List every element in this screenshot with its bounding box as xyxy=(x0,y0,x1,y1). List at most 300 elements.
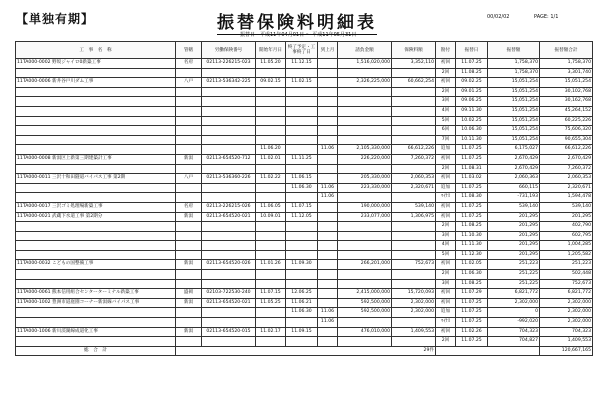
cell-end xyxy=(286,193,318,203)
cell-end: 11.02.15 xyxy=(286,78,318,88)
report-type-badge: 【単独有期】 xyxy=(16,12,95,26)
table-row xyxy=(16,327,593,337)
cell-date: 09.06.25 xyxy=(456,97,488,107)
cell-end xyxy=(286,106,318,116)
cell-total: 402,790 xyxy=(540,222,593,232)
cell-end xyxy=(286,126,318,136)
cell-total: 75,606,320 xyxy=(540,126,593,136)
cell-name xyxy=(16,87,176,97)
cell-pay: -731,193 xyxy=(488,193,540,203)
table-row xyxy=(16,164,593,174)
cell-kind: 初回 xyxy=(436,289,456,299)
cell-mon xyxy=(318,241,338,251)
cell-kan xyxy=(176,135,202,145)
cell-pay: 2,302,000 xyxy=(488,298,540,308)
cell-date: 11.06.30 xyxy=(456,270,488,280)
grand-total-label: 総 合 計 xyxy=(16,346,176,356)
cell-kind: 初回 xyxy=(436,78,456,88)
table-row xyxy=(16,308,593,318)
table-row xyxy=(16,202,593,212)
table-row xyxy=(16,337,593,347)
cell-mon xyxy=(318,260,338,270)
cell-no xyxy=(202,270,256,280)
cell-pay: -992,020 xyxy=(488,318,540,328)
cell-kind: 3回 xyxy=(436,279,456,289)
premium-detail-table xyxy=(15,41,593,356)
cell-start: 09.02.15 xyxy=(256,78,286,88)
cell-premium xyxy=(392,250,436,260)
cell-pay: 660,115 xyxy=(488,183,540,193)
column-header: 振替額合計 xyxy=(540,42,593,59)
column-header: 保険料額 xyxy=(392,42,436,59)
cell-pay: 201,295 xyxy=(488,250,540,260)
cell-premium xyxy=(392,337,436,347)
cell-pay: 201,295 xyxy=(488,231,540,241)
cell-name xyxy=(16,164,176,174)
cell-total: 6,821,772 xyxy=(540,289,593,299)
table-row xyxy=(16,183,593,193)
cell-mon xyxy=(318,78,338,88)
column-header: 管轄 xyxy=(176,42,202,59)
cell-amount: 205,330,000 xyxy=(338,174,392,184)
cell-kind: 5回 xyxy=(436,116,456,126)
cell-kind: 初回 xyxy=(436,202,456,212)
cell-date: 11.07.25 xyxy=(456,145,488,155)
cell-date: 10.06.30 xyxy=(456,126,488,136)
cell-amount xyxy=(338,164,392,174)
column-header: 工 事 名 称 xyxy=(16,42,176,59)
cell-total: 60,225,226 xyxy=(540,116,593,126)
cell-mon xyxy=(318,106,338,116)
cell-start: 11.02.01 xyxy=(256,154,286,164)
cell-kind: 7回 xyxy=(436,135,456,145)
cell-pay: 0 xyxy=(488,308,540,318)
cell-no: 02113-654520-712 xyxy=(202,154,256,164)
cell-end: 12.06.25 xyxy=(286,289,318,299)
cell-name xyxy=(16,145,176,155)
cell-premium xyxy=(392,164,436,174)
cell-premium xyxy=(392,97,436,107)
cell-mon xyxy=(318,337,338,347)
cell-kan xyxy=(176,193,202,203)
cell-premium: 60,662,254 xyxy=(392,78,436,88)
cell-mon xyxy=(318,289,338,299)
cell-start: 11.05.20 xyxy=(256,59,286,69)
cell-premium: 1,306,975 xyxy=(392,212,436,222)
cell-end xyxy=(286,270,318,280)
cell-amount: 2,105,330,000 xyxy=(338,145,392,155)
cell-no xyxy=(202,145,256,155)
cell-start xyxy=(256,270,286,280)
cell-premium xyxy=(392,126,436,136)
cell-total: 45,264,152 xyxy=(540,106,593,116)
cell-amount xyxy=(338,318,392,328)
cell-amount xyxy=(338,250,392,260)
cell-end xyxy=(286,164,318,174)
cell-name xyxy=(16,183,176,193)
cell-amount xyxy=(338,116,392,126)
cell-amount: 266,201,000 xyxy=(338,260,392,270)
cell-no xyxy=(202,97,256,107)
cell-kind: 初回 xyxy=(436,298,456,308)
cell-name: 11TA000-0006 新井谷戸川ダム工事 xyxy=(16,78,176,88)
cell-start: 11.06.05 xyxy=(256,202,286,212)
table-row xyxy=(16,126,593,136)
cell-kind: 初回 xyxy=(436,212,456,222)
cell-premium xyxy=(392,222,436,232)
cell-start: 11.07.15 xyxy=(256,289,286,299)
cell-kan xyxy=(176,145,202,155)
cell-amount: 223,330,000 xyxy=(338,183,392,193)
table-row xyxy=(16,78,593,88)
cell-premium: 66,612,226 xyxy=(392,145,436,155)
cell-total: 30,162,768 xyxy=(540,97,593,107)
cell-no: 02113-654520-026 xyxy=(202,260,256,270)
cell-date: 11.07.25 xyxy=(456,308,488,318)
cell-kind: 4回 xyxy=(436,241,456,251)
table-row xyxy=(16,174,593,184)
cell-pay: 15,051,254 xyxy=(488,87,540,97)
cell-kind: 初回 xyxy=(436,260,456,270)
cell-mon xyxy=(318,59,338,69)
cell-premium xyxy=(392,231,436,241)
cell-mon xyxy=(318,116,338,126)
cell-kan: 名府 xyxy=(176,59,202,69)
cell-kind: 5回 xyxy=(436,250,456,260)
cell-mon xyxy=(318,298,338,308)
table-row xyxy=(16,279,593,289)
cell-name xyxy=(16,318,176,328)
cell-start xyxy=(256,183,286,193)
cell-kind: 追加 xyxy=(436,145,456,155)
table-row xyxy=(16,250,593,260)
cell-kind: 6回 xyxy=(436,126,456,136)
cell-mon xyxy=(318,270,338,280)
cell-no xyxy=(202,250,256,260)
cell-amount xyxy=(338,106,392,116)
cell-name xyxy=(16,279,176,289)
cell-kan: 盛岡 xyxy=(176,289,202,299)
cell-no: 02113-536342-225 xyxy=(202,78,256,88)
cell-no: 02113-226215-026 xyxy=(202,202,256,212)
cell-mon xyxy=(318,174,338,184)
cell-no: 02113-654520-015 xyxy=(202,327,256,337)
cell-name: 11TA000-1006 新川渓湖線成道化工事 xyxy=(16,327,176,337)
cell-kind: 2回 xyxy=(436,222,456,232)
cell-no xyxy=(202,116,256,126)
cell-mon xyxy=(318,212,338,222)
cell-premium: 2,060,353 xyxy=(392,174,436,184)
cell-mon: 11.06 xyxy=(318,308,338,318)
cell-kind: 追加 xyxy=(436,308,456,318)
cell-pay: 6,821,772 xyxy=(488,289,540,299)
cell-start xyxy=(256,250,286,260)
cell-end: 11.12.15 xyxy=(286,59,318,69)
cell-name: 11TA000-0011 三沢十和田隧道バイパス工事 第2期 xyxy=(16,174,176,184)
column-header: 振替日 xyxy=(456,42,488,59)
cell-total: 2,302,000 xyxy=(540,298,593,308)
cell-no xyxy=(202,241,256,251)
cell-total: 251,223 xyxy=(540,260,593,270)
column-header: 請負金額 xyxy=(338,42,392,59)
cell-name xyxy=(16,250,176,260)
cell-no xyxy=(202,193,256,203)
cell-total: 1,004,285 xyxy=(540,241,593,251)
cell-pay: 2,060,363 xyxy=(488,174,540,184)
cell-end xyxy=(286,116,318,126)
cell-end xyxy=(286,241,318,251)
cell-start xyxy=(256,135,286,145)
cell-no xyxy=(202,231,256,241)
cell-mon: 11.06 xyxy=(318,193,338,203)
cell-total: 1,205,582 xyxy=(540,250,593,260)
cell-end xyxy=(286,279,318,289)
cell-amount xyxy=(338,241,392,251)
table-row xyxy=(16,212,593,222)
cell-amount: 1,516,020,000 xyxy=(338,59,392,69)
cell-kan xyxy=(176,183,202,193)
cell-end: 11.12.05 xyxy=(286,212,318,222)
cell-kan xyxy=(176,308,202,318)
cell-pay: 6,175,027 xyxy=(488,145,540,155)
table-row xyxy=(16,231,593,241)
table-row xyxy=(16,97,593,107)
cell-end: 11.09.15 xyxy=(286,327,318,337)
cell-kan: 八戸 xyxy=(176,174,202,184)
cell-start xyxy=(256,164,286,174)
cell-no xyxy=(202,135,256,145)
cell-mon xyxy=(318,154,338,164)
table-row xyxy=(16,87,593,97)
cell-kind: 初回 xyxy=(436,154,456,164)
cell-pay: 1,758,370 xyxy=(488,68,540,78)
cell-amount xyxy=(338,231,392,241)
cell-pay: 201,295 xyxy=(488,212,540,222)
cell-premium: 7,260,372 xyxy=(392,154,436,164)
cell-kan xyxy=(176,318,202,328)
cell-date: 11.08.31 xyxy=(456,164,488,174)
cell-amount: 226,220,000 xyxy=(338,154,392,164)
cell-total: 2,302,000 xyxy=(540,308,593,318)
cell-start xyxy=(256,231,286,241)
cell-total: 502,448 xyxy=(540,270,593,280)
cell-end xyxy=(286,337,318,347)
cell-amount: 190,000,000 xyxy=(338,202,392,212)
cell-end: 11.06.30 xyxy=(286,308,318,318)
cell-pay: 201,295 xyxy=(488,241,540,251)
cell-premium: 15,720,093 xyxy=(392,289,436,299)
cell-premium: 3,352,110 xyxy=(392,59,436,69)
cell-amount: 2,326,225,000 xyxy=(338,78,392,88)
cell-total: 2,320,671 xyxy=(540,183,593,193)
cell-amount xyxy=(338,87,392,97)
cell-name: 11TA000-0061 熊本信用組合センターターミナル新築工事 xyxy=(16,289,176,299)
page-indicator xyxy=(534,14,558,20)
cell-pay: 251,225 xyxy=(488,279,540,289)
cell-total: 539,140 xyxy=(540,202,593,212)
cell-mon xyxy=(318,202,338,212)
cell-total: 66,612,226 xyxy=(540,145,593,155)
cell-name xyxy=(16,337,176,347)
cell-mon xyxy=(318,164,338,174)
cell-pay: 1,758,370 xyxy=(488,59,540,69)
table-row xyxy=(16,145,593,155)
page-value: 1/1 xyxy=(550,14,559,20)
page-label: PAGE: xyxy=(534,14,549,20)
cell-end: 11.09.30 xyxy=(286,260,318,270)
cell-end xyxy=(286,318,318,328)
cell-date: 11.07.29 xyxy=(456,289,488,299)
cell-name xyxy=(16,308,176,318)
cell-start xyxy=(256,337,286,347)
cell-no xyxy=(202,126,256,136)
grand-total-row xyxy=(16,346,593,356)
cell-total: 2,060,353 xyxy=(540,174,593,184)
cell-start: 11.06.20 xyxy=(256,145,286,155)
cell-end: 11.06.30 xyxy=(286,183,318,193)
cell-start xyxy=(256,106,286,116)
cell-mon xyxy=(318,279,338,289)
cell-no xyxy=(202,222,256,232)
grand-total-amount: 120,667,165 xyxy=(540,346,593,356)
cell-name: 11TA000-1002 豊洲市道庭園コーナー新潟線バイパス工事 xyxy=(16,298,176,308)
cell-kan xyxy=(176,231,202,241)
table-row xyxy=(16,59,593,69)
cell-date: 11.12.30 xyxy=(456,250,488,260)
cell-no xyxy=(202,337,256,347)
cell-amount xyxy=(338,222,392,232)
cell-name: 11TA000-0021 武蔵下水道工事 第2期分 xyxy=(16,212,176,222)
cell-kan xyxy=(176,337,202,347)
table-row xyxy=(16,318,593,328)
cell-amount xyxy=(338,135,392,145)
cell-kan: 新潟 xyxy=(176,327,202,337)
cell-no xyxy=(202,87,256,97)
cell-amount xyxy=(338,97,392,107)
cell-kan xyxy=(176,126,202,136)
cell-name xyxy=(16,97,176,107)
table-row xyxy=(16,260,593,270)
cell-name xyxy=(16,68,176,78)
cell-kind: 3回 xyxy=(436,231,456,241)
column-header: 労働保険番号 xyxy=(202,42,256,59)
cell-end xyxy=(286,87,318,97)
cell-amount: 476,010,000 xyxy=(338,327,392,337)
cell-kind: 初回 xyxy=(436,59,456,69)
cell-start: 11.02.17 xyxy=(256,327,286,337)
cell-kan: 新潟 xyxy=(176,298,202,308)
cell-start xyxy=(256,126,286,136)
cell-kan xyxy=(176,250,202,260)
cell-date: 11.07.25 xyxy=(456,318,488,328)
cell-premium: 2,320,671 xyxy=(392,183,436,193)
cell-end xyxy=(286,250,318,260)
cell-kan xyxy=(176,87,202,97)
cell-mon xyxy=(318,250,338,260)
cell-end xyxy=(286,97,318,107)
cell-amount xyxy=(338,270,392,280)
cell-kan: 新潟 xyxy=(176,212,202,222)
cell-name xyxy=(16,126,176,136)
cell-start: 11.02.22 xyxy=(256,174,286,184)
table-row xyxy=(16,241,593,251)
cell-start xyxy=(256,279,286,289)
cell-kind: 4回 xyxy=(436,106,456,116)
cell-premium xyxy=(392,241,436,251)
cell-kan: 八戸 xyxy=(176,78,202,88)
cell-kind: 2回 xyxy=(436,68,456,78)
cell-no: 02113-654520-021 xyxy=(202,298,256,308)
cell-date: 11.07.25 xyxy=(456,183,488,193)
cell-date: 11.07.25 xyxy=(456,337,488,347)
cell-kind: 2回 xyxy=(436,164,456,174)
cell-kan: 新潟 xyxy=(176,260,202,270)
cell-start xyxy=(256,193,286,203)
cell-premium: 539,140 xyxy=(392,202,436,212)
cell-total: 3,301,740 xyxy=(540,68,593,78)
cell-premium: 2,302,000 xyxy=(392,298,436,308)
cell-premium xyxy=(392,193,436,203)
cell-pay: 2,670,429 xyxy=(488,164,540,174)
cell-kind: 初回 xyxy=(436,174,456,184)
cell-pay: 15,051,254 xyxy=(488,106,540,116)
cell-name: 11TA000-0032 こどもの国整備工事 xyxy=(16,260,176,270)
cell-mon xyxy=(318,97,338,107)
cell-mon xyxy=(318,126,338,136)
cell-total: 15,051,254 xyxy=(540,78,593,88)
column-header: 終了予定・工事終了日 xyxy=(286,42,318,59)
grand-total-count: 29件 xyxy=(176,346,436,356)
cell-amount xyxy=(338,126,392,136)
cell-total: 704,323 xyxy=(540,327,593,337)
cell-total: 30,102,768 xyxy=(540,87,593,97)
column-header: 開始年月日 xyxy=(256,42,286,59)
cell-end: 11.06.21 xyxy=(286,298,318,308)
cell-name: 11TA000-0002 野坂ジャイロ0新築工事 xyxy=(16,59,176,69)
table-row xyxy=(16,289,593,299)
cell-amount: 592,500,000 xyxy=(338,298,392,308)
cell-no xyxy=(202,279,256,289)
cell-start xyxy=(256,97,286,107)
cell-name xyxy=(16,106,176,116)
cell-kind: 初回 xyxy=(436,327,456,337)
cell-end xyxy=(286,222,318,232)
cell-kan xyxy=(176,106,202,116)
table-row xyxy=(16,193,593,203)
cell-date: 09.11.30 xyxy=(456,106,488,116)
cell-date: 11.07.25 xyxy=(456,212,488,222)
cell-pay: 539,140 xyxy=(488,202,540,212)
cell-total: 2,302,000 xyxy=(540,318,593,328)
transfer-period: 振替日 平成11年04月01日 ～ 平成11年05月31日 xyxy=(240,32,357,38)
cell-pay: 15,051,254 xyxy=(488,135,540,145)
cell-amount xyxy=(338,68,392,78)
cell-pay: 704,827 xyxy=(488,337,540,347)
cell-pay: 15,051,254 xyxy=(488,97,540,107)
column-header: 振替額 xyxy=(488,42,540,59)
cell-pay: 15,051,254 xyxy=(488,126,540,136)
cell-premium xyxy=(392,270,436,280)
cell-end xyxy=(286,231,318,241)
cell-amount: 233,077,000 xyxy=(338,212,392,222)
cell-kan xyxy=(176,116,202,126)
cell-mon: 11.06 xyxy=(318,183,338,193)
cell-premium xyxy=(392,116,436,126)
cell-date: 11.07.25 xyxy=(456,298,488,308)
cell-end: 11.06.15 xyxy=(286,174,318,184)
grand-total-spacer xyxy=(436,346,540,356)
cell-name xyxy=(16,222,176,232)
